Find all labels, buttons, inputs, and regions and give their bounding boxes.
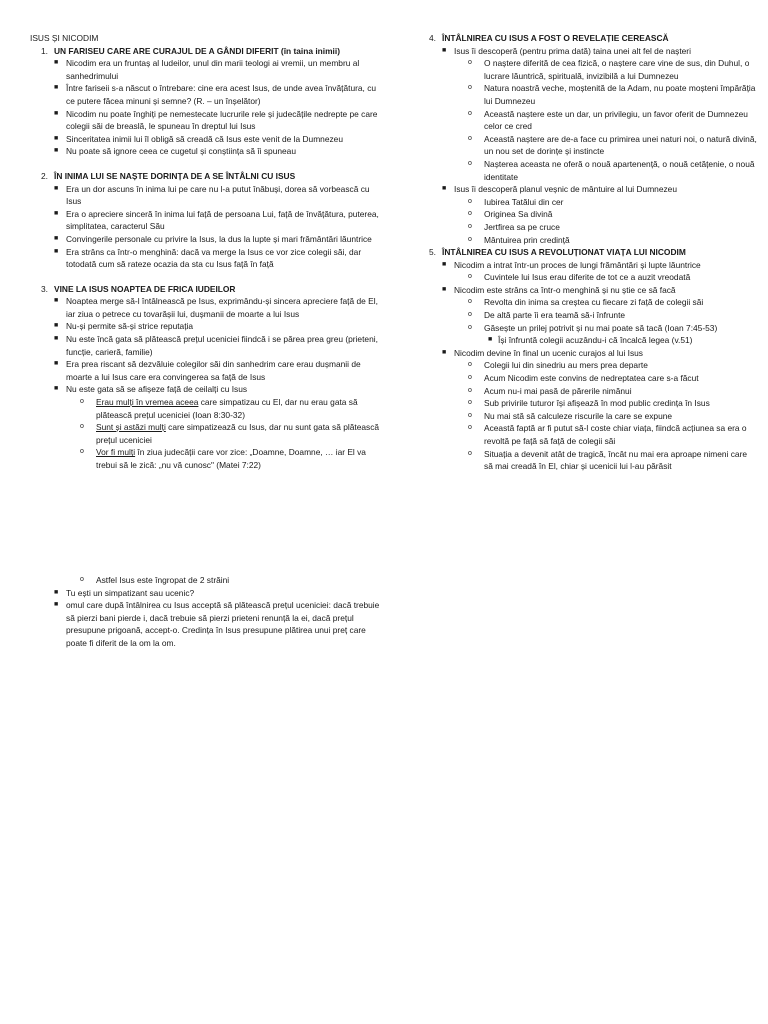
bullet-icon: ■ — [442, 46, 447, 54]
bullet-icon: ■ — [54, 335, 59, 343]
sub-list-item: o Revolta din inima sa creștea cu fiecare zi față de colegii săi — [468, 297, 704, 308]
bullet-icon: ■ — [54, 360, 59, 368]
list-item: ■ Noaptea merge să-l întâlnească pe Isus, exprimându-și sincera apreciere față de El, iar ziua o petrece cu tovarășii lui, dușmanii de moarte a lui Isus — [54, 296, 378, 319]
list-item: ■ Nicodim este strâns ca într-o menghină și nu știe ce să facă — [442, 284, 676, 295]
circle-bullet-icon: o — [80, 576, 84, 583]
sub-list-item: o O naștere diferită de cea fizică, o naștere care vine de sus, din Duhul, o lucrare lăuntrică, spirituală, invizibilă a lui Dumnezeu — [468, 58, 750, 81]
sub-list-item: o Acum nu-i mai pasă de părerile nimănui — [468, 385, 632, 396]
bullet-icon: ■ — [54, 322, 59, 330]
bullet-icon: ■ — [54, 184, 59, 192]
section-title: ÎN INIMA LUI SE NAȘTE DORINȚA DE A SE ÎNTÂLNI CU ISUS — [54, 170, 296, 181]
section-title: ÎNTÂLNIREA CU ISUS A REVOLUȚIONAT VIAȚA LUI NICODIM — [442, 247, 686, 258]
list-item: ■ Sinceritatea inimii lui îl obligă să creadă că Isus este venit de la Dumnezeu — [54, 133, 343, 144]
sub-sub-list-item: ■ Își înfruntă colegii acuzându-i că încalcă legea (v.51) — [488, 335, 693, 346]
left-column-tail — [30, 574, 380, 650]
document-title: ISUS ȘI NICODIM — [30, 33, 99, 43]
list-item: ■ Era un dor ascuns în inima lui pe care nu l-a putut înăbuși, dorea să vorbească cu Isus — [54, 183, 370, 207]
section-heading — [30, 170, 380, 183]
sub-list-item: o Nu mai stă să calculeze riscurile la care se expune — [468, 410, 673, 421]
bullet-icon: ■ — [54, 147, 59, 155]
section-number: 2. — [41, 170, 48, 181]
bullet-icon: ■ — [442, 185, 447, 193]
sub-list-item: o Acum Nicodim este convins de nedreptatea care s-a făcut — [468, 373, 699, 384]
list-item: ■ Nicodim era un fruntaș al Iudeilor, unul din marii teologi ai vremii, un membru al sanhedrimului — [54, 58, 360, 81]
section-5 — [418, 246, 758, 473]
list-item: ■ Isus îi descoperă (pentru prima dată) taina unei alt fel de nașteri — [442, 45, 691, 56]
section-title: UN FARISEU CARE ARE CURAJUL DE A GÂNDI DIFERIT (în taina inimii) — [54, 45, 341, 56]
sub-list-item: o Erau mulți în vremea aceea care simpatizau cu El, dar nu erau gata să plătească prețul uceniciei (Ioan 8:30-32) — [80, 397, 358, 420]
bullet-list — [30, 574, 380, 650]
right-column — [418, 32, 758, 485]
circle-bullet-icon: o — [468, 311, 472, 319]
list-item: ■ Nu poate să ignore ceea ce cugetul și conștiința să îi spuneau — [54, 146, 296, 157]
bullet-icon: ■ — [54, 234, 59, 242]
bullet-icon: ■ — [442, 285, 447, 293]
circle-bullet-icon: o — [468, 222, 472, 230]
section-number: 1. — [41, 45, 48, 56]
bullet-list — [30, 183, 380, 271]
bullet-icon: ■ — [54, 109, 59, 117]
circle-bullet-icon: o — [468, 84, 472, 92]
list-item: ■ Nicodim a intrat într-un proces de lungi frământări și lupte lăuntrice — [442, 259, 701, 270]
bullet-icon: ■ — [54, 297, 59, 305]
section-title: ÎNTÂLNIREA CU ISUS A FOST O REVELAȚIE CEREASCĂ — [442, 33, 669, 43]
section-title: VINE LA ISUS NOAPTEA DE FRICA IUDEILOR — [54, 283, 236, 294]
bullet-icon: ■ — [54, 385, 59, 393]
sub-list-item: o Găsește un prilej potrivit și nu mai poate să tacă (Ioan 7:45-53) — [468, 322, 718, 333]
bullet-list — [418, 259, 758, 473]
bullet-icon: ■ — [442, 260, 447, 268]
section-heading — [30, 283, 380, 296]
bullet-list — [30, 295, 380, 471]
circle-bullet-icon: o — [468, 109, 472, 117]
sub-list-item: o Originea Sa divină — [468, 209, 553, 220]
circle-bullet-icon: o — [468, 235, 472, 243]
left-column — [30, 32, 380, 484]
bullet-icon: ■ — [54, 209, 59, 217]
bullet-icon: ■ — [54, 247, 59, 255]
circle-bullet-icon: o — [468, 323, 472, 331]
list-item: ■ Era strâns ca într-o menghină: dacă va merge la Isus ce vor zice colegii săi, dar totodată cum să rateze ocazia da sta cu Isus față în față — [54, 246, 362, 270]
section-4 — [418, 32, 758, 246]
circle-bullet-icon: o — [468, 449, 472, 457]
sub-list-item: o Cuvintele lui Isus erau diferite de tot ce a auzit vreodată — [468, 272, 691, 283]
sub-list-item: o Natura noastră veche, moștenită de la Adam, nu poate moșteni împărăția lui Dumnezeu — [468, 83, 756, 106]
section-1 — [30, 45, 380, 158]
sub-list-item: o Sunt și astăzi mulți care simpatizează cu Isus, dar nu sunt gata să plătească prețul uceniciei — [80, 422, 380, 445]
circle-bullet-icon: o — [80, 398, 84, 406]
sub-list-item: o Această faptă ar fi putut să-l coste chiar viața, fiindcă acțiunea sa era o revoltă pe față să față de colegii săi — [468, 423, 747, 446]
sub-list-item: o Situația a devenit atât de tragică, încât nu mai era aproape nimeni care să mai creadă în El, chiar și ucenicii lui l-au părăsit — [468, 448, 748, 472]
bullet-icon: ■ — [54, 84, 59, 92]
square-bullet-icon: ■ — [488, 336, 493, 344]
sub-list-item: o Iubirea Tatălui din cer — [468, 196, 564, 207]
section-3 — [30, 283, 380, 472]
section-heading — [418, 32, 758, 45]
list-item: ■ Era prea riscant să dezvăluie colegilor săi din sanhedrim care erau dușmanii de moarte a lui Isus care era convingerea sa față de Isus — [54, 359, 361, 382]
sub-list-item: o Vor fi mulți în ziua judecății care vor zice: „Doamne, Doamne, … iar El va trebui să le zică: „nu vă cunosc" (Matei 7:22) — [80, 447, 366, 470]
sub-list-item: o Nașterea aceasta ne oferă o nouă apartenență, o nouă cetățenie, o nouă identitate — [468, 158, 755, 182]
circle-bullet-icon: o — [468, 210, 472, 218]
bullet-icon: ■ — [54, 59, 59, 67]
list-item: ■ Era o apreciere sinceră în inima lui față de persoana Lui, față de învățătura, puterea, simplitatea, caracterul Său — [54, 208, 379, 232]
list-item: ■ Nu este gata să se afișeze față de ceilalți cu Isus — [54, 384, 248, 395]
circle-bullet-icon: o — [468, 159, 472, 167]
sub-list-item: o Sub privirile tuturor își afișează în mod public credința în Isus — [468, 398, 710, 409]
circle-bullet-icon: o — [80, 448, 84, 456]
bullet-list — [30, 57, 380, 158]
circle-bullet-icon: o — [468, 59, 472, 67]
list-item: ■ Convingerile personale cu privire la Isus, la dus la lupte și mari frământări lăuntrice — [54, 233, 372, 244]
list-item: ■ Nicodim nu poate înghiți pe nemestecate lucrurile rele și judecățile nedrepte pe care colegii săi de breaslă, le spuneau în dreptul lui Isus — [54, 108, 378, 132]
circle-bullet-icon: o — [80, 423, 84, 431]
circle-bullet-icon: o — [468, 298, 472, 306]
list-item: ■ omul care după întâlnirea cu Isus acceptă să plătească prețul uceniciei: dacă trebuie să pierzi bani pierde i, dacă trebuie să pierzi prieteni renunță la ei, dacă prețul presupune prigoană, accept-o. Credința în Isus presupune plătirea unui preț care poate fi diferit de la om la om. — [54, 600, 380, 648]
bullet-icon: ■ — [54, 588, 59, 596]
section-number: 4. — [429, 33, 436, 43]
sub-list-item: o De altă parte îi era teamă să-i înfrunte — [468, 310, 626, 321]
circle-bullet-icon: o — [468, 273, 472, 281]
bullet-list — [418, 45, 758, 247]
sub-list-item: o Jertfirea sa pe cruce — [468, 221, 560, 232]
circle-bullet-icon: o — [468, 411, 472, 419]
circle-bullet-icon: o — [468, 386, 472, 394]
bullet-icon: ■ — [442, 348, 447, 356]
list-item: ■ Între fariseii s-a născut o întrebare: cine era acest Isus, de unde avea învățătura, cu ce putere făcea minuni și semne? (R. – un înșelător) — [54, 83, 377, 106]
bullet-icon: ■ — [54, 601, 59, 609]
list-item: ■ Isus îi descoperă planul veșnic de mântuire al lui Dumnezeu — [442, 184, 677, 195]
list-item: ■ Nicodim devine în final un ucenic curajos al lui Isus — [442, 347, 643, 358]
circle-bullet-icon: o — [468, 134, 472, 142]
list-item: ■ Nu-și permite să-și strice reputația — [54, 321, 194, 332]
circle-bullet-icon: o — [468, 424, 472, 432]
circle-bullet-icon: o — [468, 361, 472, 369]
section-heading — [30, 45, 380, 58]
sub-list-item: o Colegii lui din sinedriu au mers prea departe — [468, 360, 648, 371]
list-item: ■ Nu este încă gata să plătească prețul uceniciei fiindcă i se părea prea greu (prieteni, funcție, carieră, familie) — [54, 334, 378, 357]
underlined-phrase: Vor fi mulți — [96, 447, 136, 458]
section-heading — [418, 246, 758, 259]
sub-list-item: o Această naștere este un dar, un privilegiu, un favor oferit de Dumnezeu celor ce cred — [468, 108, 748, 132]
circle-bullet-icon: o — [468, 399, 472, 407]
circle-bullet-icon: o — [468, 374, 472, 382]
list-item: ■ Tu ești un simpatizant sau ucenic? — [54, 587, 195, 598]
underlined-phrase: Sunt și astăzi mulți — [96, 422, 166, 433]
sub-list-item: o Astfel Isus este îngropat de 2 străini — [80, 575, 230, 585]
sub-list-item: o Această naștere are de-a face cu primirea unei naturi noi, o natură divină, un nou set de dorințe și instincte — [468, 133, 757, 157]
circle-bullet-icon: o — [468, 197, 472, 205]
sub-list-item: o Mântuirea prin credință — [468, 234, 570, 245]
underlined-phrase: Erau mulți în vremea aceea — [96, 397, 199, 408]
section-number: 3. — [41, 283, 48, 294]
section-number: 5. — [429, 247, 436, 258]
section-2 — [30, 170, 380, 271]
bullet-icon: ■ — [54, 134, 59, 142]
